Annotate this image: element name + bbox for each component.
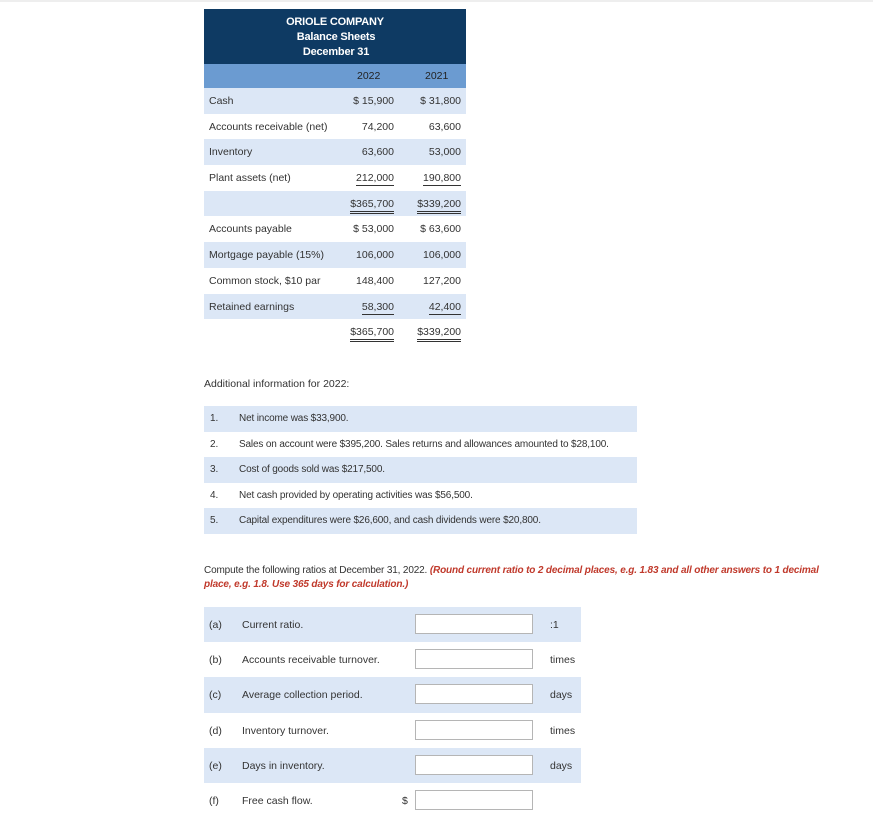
ratio-label: Inventory turnover.: [242, 724, 329, 737]
total-assets-row: [204, 191, 466, 217]
row-label: Common stock, $10 par: [209, 274, 321, 287]
table-row: [204, 165, 466, 191]
currency-prefix: $: [402, 794, 408, 807]
value-2022: 63,600: [361, 146, 394, 159]
ratio-row-avg-collection: [204, 677, 581, 712]
value-2022: $ 15,900: [353, 95, 394, 107]
item-text: Net income was $33,900.: [239, 413, 349, 424]
table-row: [204, 88, 466, 114]
value-2021: $ 31,800: [420, 95, 461, 107]
ratio-unit: times: [550, 724, 576, 737]
ratio-label: Accounts receivable turnover.: [242, 654, 380, 667]
ratio-letter: (d): [209, 724, 222, 737]
value-2021: 42,400: [428, 300, 461, 313]
table-row: [204, 114, 466, 140]
list-item: [204, 508, 637, 534]
company-name: ORIOLE COMPANY: [286, 16, 384, 28]
year-2021-header: 2021: [425, 70, 449, 82]
item-text: Net cash provided by operating activities was $56,500.: [239, 489, 473, 501]
ratio-unit: days: [550, 759, 573, 772]
list-item: [204, 432, 637, 458]
total-liabilities-2021: $339,200: [417, 326, 461, 342]
ratio-letter: (b): [209, 654, 222, 667]
value-2021: 190,800: [423, 172, 461, 185]
list-item: [204, 483, 637, 509]
ratio-row-inventory-turnover: [204, 713, 581, 748]
table-row: [204, 242, 466, 268]
table-row: [204, 216, 466, 242]
row-label: Mortgage payable (15%): [209, 249, 324, 262]
value-2022: 212,000: [356, 172, 394, 185]
balance-sheet-table: [204, 9, 466, 345]
top-divider: [0, 0, 873, 2]
ratio-row-ar-turnover: [204, 642, 581, 677]
value-2021: 63,600: [428, 120, 461, 133]
value-2021: 106,000: [423, 249, 461, 262]
value-2022: 74,200: [361, 120, 394, 133]
row-label: Accounts payable: [209, 223, 292, 236]
list-item: [204, 406, 637, 432]
additional-info-heading: Additional information for 2022:: [204, 378, 350, 390]
item-text: Capital expenditures were $26,600, and cash dividends were $20,800.: [239, 515, 541, 527]
ratio-label: Free cash flow.: [242, 794, 313, 807]
total-liabilities-row: [204, 319, 466, 345]
row-label: Accounts receivable (net): [209, 120, 328, 133]
item-text: Cost of goods sold was $217,500.: [239, 464, 385, 476]
question-instructions: [204, 564, 824, 592]
free-cash-flow-input[interactable]: [415, 790, 533, 810]
row-label: Retained earnings: [209, 300, 295, 313]
year-2022-header: 2022: [357, 70, 381, 82]
table-row: [204, 268, 466, 294]
days-in-inventory-input[interactable]: [415, 755, 533, 775]
value-2022: 106,000: [356, 249, 394, 262]
statement-date: December 31: [302, 46, 370, 58]
avg-collection-period-input[interactable]: [415, 684, 533, 704]
value-2022: $ 53,000: [353, 223, 394, 236]
ratio-unit: days: [550, 689, 573, 702]
instruction-text: Compute the following ratios at December 31, 2022.: [204, 565, 428, 576]
ratio-answer-table: [204, 607, 581, 818]
value-2021: 53,000: [428, 146, 461, 159]
item-number: 1.: [210, 413, 219, 424]
value-2021: $ 63,600: [420, 223, 461, 236]
total-assets-2022: $365,700: [350, 198, 394, 214]
item-number: 3.: [210, 464, 219, 476]
ratio-letter: (f): [209, 794, 219, 807]
ratio-unit: times: [550, 654, 576, 667]
table-row: [204, 294, 466, 320]
rounding-note: (Round current ratio to 2 decimal places, e.g. 1.83 and all other answers to 1 decimal place, e.g. 1.8. Use 365 days for calculation.): [204, 565, 819, 590]
row-label: Plant assets (net): [209, 172, 291, 185]
row-label: Inventory: [209, 146, 253, 159]
ratio-label: Current ratio.: [242, 619, 304, 631]
ratio-row-current-ratio: [204, 607, 581, 642]
statement-title: Balance Sheets: [296, 31, 376, 43]
ar-turnover-input[interactable]: [415, 649, 533, 669]
ratio-letter: (c): [209, 689, 222, 702]
ratio-row-days-in-inventory: [204, 748, 581, 783]
balance-sheet-header: [204, 9, 466, 64]
additional-info-list: [204, 406, 637, 534]
current-ratio-input[interactable]: [415, 614, 533, 634]
item-number: 2.: [210, 438, 219, 450]
ratio-label: Average collection period.: [242, 689, 363, 702]
inventory-turnover-input[interactable]: [415, 720, 533, 740]
ratio-label: Days in inventory.: [242, 759, 325, 772]
item-text: Sales on account were $395,200. Sales returns and allowances amounted to $28,100.: [239, 438, 609, 450]
item-number: 5.: [210, 515, 219, 527]
total-assets-2021: $339,200: [417, 198, 461, 214]
year-header-row: [204, 64, 466, 88]
ratio-letter: (e): [209, 759, 222, 772]
table-row: [204, 139, 466, 165]
value-2021: 127,200: [423, 274, 461, 287]
list-item: [204, 457, 637, 483]
ratio-row-free-cash-flow: [204, 783, 581, 818]
row-label: Cash: [209, 95, 234, 107]
value-2022: 148,400: [356, 274, 394, 287]
total-liabilities-2022: $365,700: [350, 326, 394, 342]
value-2022: 58,300: [361, 300, 394, 313]
item-number: 4.: [210, 489, 219, 501]
ratio-unit: :1: [550, 619, 559, 631]
ratio-letter: (a): [209, 619, 222, 631]
